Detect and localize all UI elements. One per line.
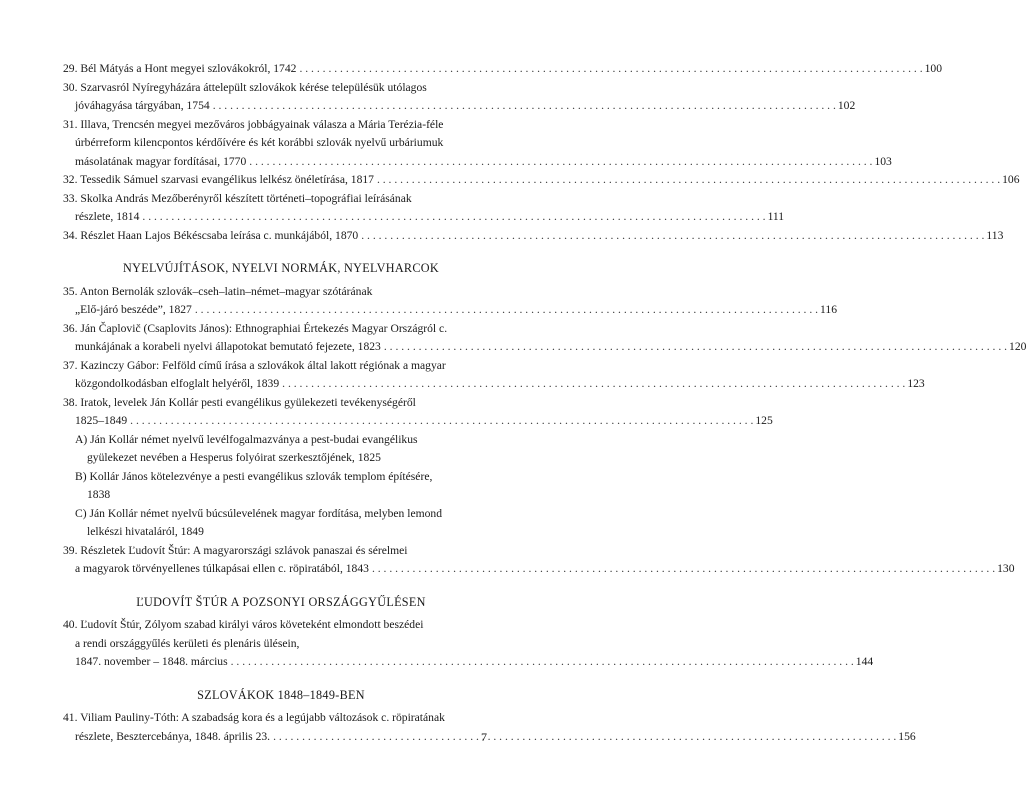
entry-page-number: 144 bbox=[855, 655, 874, 668]
entry-line bbox=[63, 190, 499, 209]
entry-text: a magyarok törvényellenes túlkapásai ellen c. röpiratából, 1843 bbox=[75, 562, 369, 575]
leader-dots bbox=[127, 412, 755, 431]
entry-text: 34. Részlet Haan Lajos Békéscsaba leírása c. munkájából, 1870 bbox=[63, 228, 359, 242]
leader-dots bbox=[139, 208, 767, 227]
entry-text: 1838 bbox=[87, 488, 111, 501]
entry-text: C) Ján Kollár német nyelvű búcsúlevelének magyar fordítása, melyben lemond bbox=[75, 506, 443, 520]
entry-text: másolatának magyar fordításai, 1770 bbox=[75, 154, 247, 168]
entry-page-number: 156 bbox=[898, 729, 916, 743]
toc-entry-38-subitems bbox=[63, 431, 499, 542]
toc-entry bbox=[63, 320, 1026, 357]
entry-text: 36. Ján Čaplovič (Csaplovits János): Ethnographiai Értekezés Magyar Országról c. bbox=[63, 321, 448, 335]
entry-line bbox=[63, 542, 499, 561]
entry-text: 32. Tessedik Sámuel szarvasi evangélikus lelkész önéletírása, 1817 bbox=[63, 173, 374, 186]
entry-line bbox=[63, 653, 874, 672]
toc-entry bbox=[63, 60, 943, 79]
entry-line bbox=[63, 357, 499, 376]
toc-entry bbox=[63, 171, 1020, 190]
leader-dots bbox=[210, 97, 838, 116]
entry-line bbox=[63, 505, 499, 524]
leader-dots bbox=[279, 375, 907, 394]
toc-group-a bbox=[63, 60, 1020, 245]
toc-entry bbox=[63, 190, 785, 227]
entry-text: 33. Skolka András Mezőberényről készített történeti–topográfiai leírásának bbox=[63, 191, 412, 205]
entry-page-number: 111 bbox=[767, 210, 785, 223]
entry-line bbox=[63, 171, 1020, 190]
entry-text: 38. Iratok, levelek Ján Kollár pesti evangélikus gyülekezeti tevékenységéről bbox=[63, 395, 416, 409]
leader-dots bbox=[358, 227, 986, 246]
entry-page-number: 103 bbox=[874, 154, 892, 168]
entry-text: 35. Anton Bernolák szlovák–cseh–latin–német–magyar szótárának bbox=[63, 284, 373, 298]
entry-line bbox=[63, 301, 837, 320]
entry-line bbox=[63, 375, 925, 394]
entry-text: 30. Szarvasról Nyíregyházára áttelepült szlovákok kérése településük utólagos bbox=[63, 80, 427, 94]
entry-text: munkájának a korabeli nyelvi állapotokat bemutató fejezete, 1823 bbox=[75, 340, 381, 353]
entry-page-number: 100 bbox=[924, 62, 943, 75]
toc-entry bbox=[63, 357, 925, 394]
entry-text: 31. Illava, Trencsén megyei mezőváros jobbágyainak válasza a Mária Terézia-féle bbox=[63, 117, 444, 131]
entry-line bbox=[63, 449, 499, 468]
toc-group-b-39 bbox=[63, 542, 1015, 579]
entry-text: 29. Bél Mátyás a Hont megyei szlovákokról, 1742 bbox=[63, 62, 297, 75]
entry-line bbox=[63, 431, 499, 450]
entry-line bbox=[63, 616, 499, 635]
entry-line bbox=[63, 208, 785, 227]
toc-entry bbox=[63, 283, 837, 320]
toc-entry bbox=[63, 542, 1015, 579]
entry-line bbox=[63, 338, 1026, 357]
entry-page-number: 106 bbox=[1002, 173, 1020, 186]
entry-line bbox=[63, 227, 1004, 246]
entry-line bbox=[63, 560, 1015, 579]
toc-entry bbox=[63, 616, 874, 672]
leader-dots bbox=[369, 560, 997, 579]
leader-dots bbox=[296, 60, 924, 79]
entry-text: „Elő-járó beszéde”, 1827 bbox=[75, 303, 192, 316]
entry-text: 37. Kazinczy Gábor: Felföld című írása a szlovákok által lakott régiónak a magyar bbox=[63, 358, 446, 372]
entry-line bbox=[63, 486, 499, 505]
entry-line bbox=[63, 60, 943, 79]
section-title-1848: SZLOVÁKOK 1848–1849-BEN bbox=[197, 687, 365, 702]
entry-text: B) Kollár János kötelezvénye a pesti evangélikus szlovák templom építésére, bbox=[75, 469, 433, 483]
entry-text: 39. Részletek Ľudovít Štúr: A magyarországi szlávok panaszai és sérelmei bbox=[63, 543, 408, 557]
entry-text: 1825–1849 bbox=[75, 414, 128, 427]
entry-page-number: 123 bbox=[907, 377, 925, 390]
toc-entry bbox=[63, 79, 856, 116]
entry-line bbox=[63, 412, 773, 431]
entry-page-number: 120 bbox=[1009, 340, 1026, 353]
entry-text: a rendi országgyűlés kerületi és plenáris ülésein, bbox=[75, 636, 300, 650]
section-title-nyelvujitasok: NYELVÚJÍTÁSOK, NYELVI NORMÁK, NYELVHARCOK bbox=[123, 261, 439, 275]
toc-entry bbox=[63, 394, 773, 431]
toc-entry bbox=[63, 116, 892, 172]
entry-text: úrbérreform kilencpontos kérdőívére és két korábbi szlovák nyelvű urbáriumuk bbox=[75, 136, 444, 149]
leader-dots bbox=[192, 301, 820, 320]
leader-dots bbox=[381, 338, 1009, 357]
entry-line bbox=[63, 394, 499, 413]
toc-subentry bbox=[63, 468, 499, 505]
entry-text: közgondolkodásban elfoglalt helyéről, 1839 bbox=[75, 377, 280, 390]
entry-page-number: 116 bbox=[820, 303, 837, 316]
entry-line bbox=[63, 134, 499, 153]
entry-line bbox=[63, 709, 499, 728]
page-number: 7 bbox=[481, 730, 487, 744]
entry-text: gyülekezet nevében a Hesperus folyóirat szerkesztőjének, 1825 bbox=[87, 451, 381, 464]
entry-page-number: 113 bbox=[986, 228, 1004, 242]
entry-text: 1847. november – 1848. március bbox=[75, 655, 228, 668]
entry-page-number: 130 bbox=[997, 562, 1015, 575]
toc-subentry bbox=[63, 431, 499, 468]
entry-line bbox=[63, 283, 499, 302]
entry-line bbox=[63, 116, 499, 135]
entry-text: jóváhagyása tárgyában, 1754 bbox=[75, 99, 210, 112]
entry-line bbox=[63, 635, 499, 654]
entry-text: 40. Ľudovít Štúr, Zólyom szabad királyi város követeként elmondott beszédei bbox=[63, 618, 424, 631]
toc-subentry bbox=[63, 505, 499, 542]
leader-dots bbox=[228, 653, 856, 672]
table-of-contents bbox=[63, 60, 1026, 746]
entry-line bbox=[63, 523, 499, 542]
entry-line bbox=[63, 97, 856, 116]
entry-line bbox=[63, 468, 499, 487]
entry-page-number: 125 bbox=[755, 414, 773, 427]
toc-group-b bbox=[63, 283, 1026, 431]
leader-dots bbox=[374, 171, 1002, 190]
entry-text: A) Ján Kollár német nyelvű levélfogalmazványa a pest-budai evangélikus bbox=[75, 432, 418, 446]
entry-text: 41. Viliam Pauliny-Tóth: A szabadság kora és a legújabb változások c. röpiratának bbox=[63, 711, 445, 724]
entry-line bbox=[63, 320, 499, 339]
leader-dots bbox=[246, 153, 874, 172]
entry-line bbox=[63, 79, 499, 98]
entry-text: lelkészi hivataláról, 1849 bbox=[87, 525, 204, 538]
toc-entry bbox=[63, 227, 1004, 246]
toc-group-c bbox=[63, 616, 874, 672]
section-title-stur: ĽUDOVÍT ŠTÚR A POZSONYI ORSZÁGGYŰLÉSEN bbox=[136, 594, 426, 609]
entry-page-number: 102 bbox=[837, 99, 856, 112]
entry-text: részlete, 1814 bbox=[75, 210, 140, 223]
entry-line bbox=[63, 153, 892, 172]
entry-text: részlete, Besztercebánya, 1848. április 23. bbox=[75, 729, 271, 743]
